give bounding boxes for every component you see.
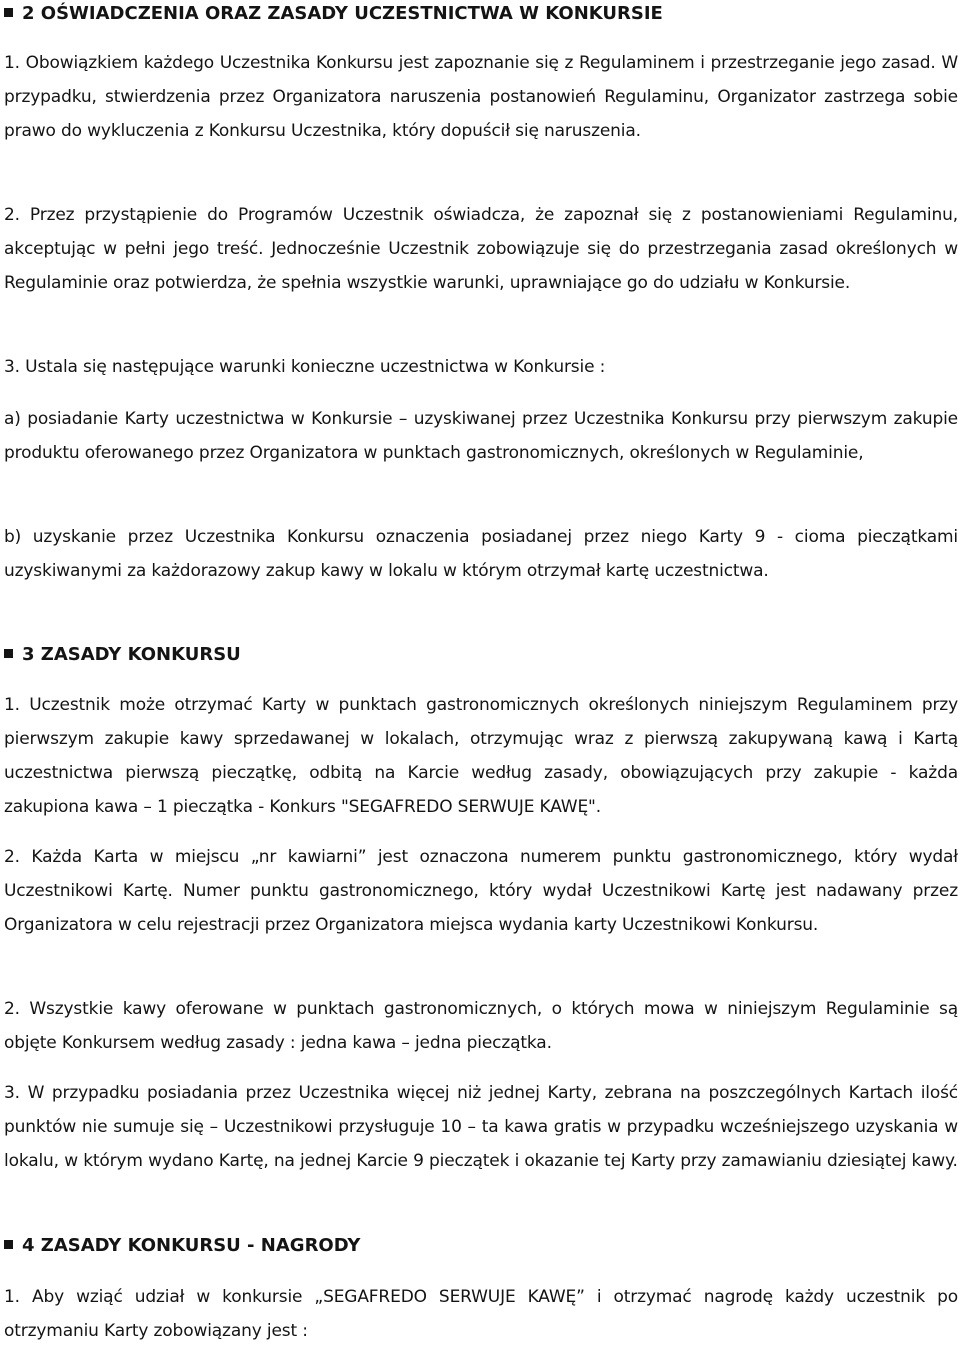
- paragraph: 2. Wszystkie kawy oferowane w punktach gastronomicznych, o których mowa w niniejszym Regulaminie są objęte Konkursem według zasady : jedna kawa – jedna pieczątka.: [4, 999, 958, 1053]
- section-heading: 2 OŚWIADCZENIA ORAZ ZASADY UCZESTNICTWA W KONKURSIE: [4, 0, 663, 28]
- square-bullet-icon: [4, 1240, 13, 1249]
- paragraph: 2. Każda Karta w miejscu „nr kawiarni” jest oznaczona numerem punktu gastronomicznego, który wydał Uczestnikowi Kartę. Numer punktu gastronomicznego, który wydał Uczestnikowi Kartę jest nadawany przez Organizatora w celu rejestracji przez Organizatora miejsca wydania karty Uczestnikowi Konkursu.: [4, 847, 958, 935]
- paragraph: b) uzyskanie przez Uczestnika Konkursu oznaczenia posiadanej przez niego Karty 9 - cioma pieczątkami uzyskiwanymi za każdorazowy zakup kawy w lokalu w którym otrzymał kartę uczestnictwa.: [4, 527, 958, 581]
- paragraph: 1. Aby wziąć udział w konkursie „SEGAFREDO SERWUJE KAWĘ” i otrzymać nagrodę każdy uczestnik po otrzymaniu Karty zobowiązany jest :: [4, 1287, 958, 1341]
- paragraph: 1. Obowiązkiem każdego Uczestnika Konkursu jest zapoznanie się z Regulaminem i przestrzeganie jego zasad. W przypadku, stwierdzenia przez Organizatora naruszenia postanowień Regulaminu, Organizator zastrzega sobie prawo do wykluczenia z Konkursu Uczestnika, który dopuścił się naruszenia.: [4, 53, 958, 141]
- square-bullet-icon: [4, 649, 13, 658]
- paragraph: 2. Przez przystąpienie do Programów Uczestnik oświadcza, że zapoznał się z postanowieniami Regulaminu, akceptując w pełni jego treść. Jednocześnie Uczestnik zobowiązuje się do przestrzegania zasad określonych w Regulaminie oraz potwierdza, że spełnia wszystkie warunki, uprawniające go do udziału w Konkursie.: [4, 205, 958, 293]
- square-bullet-icon: [4, 8, 13, 17]
- paragraph: a) posiadanie Karty uczestnictwa w Konkursie – uzyskiwanej przez Uczestnika Konkursu przy pierwszym zakupie produktu oferowanego przez Organizatora w punktach gastronomicznych, określonych w Regulaminie,: [4, 409, 958, 463]
- paragraph: 3. W przypadku posiadania przez Uczestnika więcej niż jednej Karty, zebrana na poszczególnych Kartach ilość punktów nie sumuje się – Uczestnikowi przysługuje 10 – ta kawa gratis w przypadku wcześniejszego uzyskania w lokalu, w którym wydano Kartę, na jednej Karcie 9 pieczątek i okazanie tej Karty przy zamawianiu dziesiątej kawy.: [4, 1083, 958, 1171]
- section-heading: 3 ZASADY KONKURSU: [4, 641, 241, 669]
- paragraph: 1. Uczestnik może otrzymać Karty w punktach gastronomicznych określonych niniejszym Regulaminem przy pierwszym zakupie kawy sprzedawanej w lokalach, otrzymując wraz z pierwszą zakupywaną kawą i Kartą uczestnictwa pierwszą pieczątkę, odbitą na Karcie według zasady, obowiązujących przy zakupie - każda zakupiona kawa – 1 pieczątka - Konkurs "SEGAFREDO SERWUJE KAWĘ".: [4, 695, 958, 817]
- section-heading: 4 ZASADY KONKURSU - NAGRODY: [4, 1232, 360, 1260]
- paragraph: 3. Ustala się następujące warunki konieczne uczestnictwa w Konkursie :: [4, 357, 606, 377]
